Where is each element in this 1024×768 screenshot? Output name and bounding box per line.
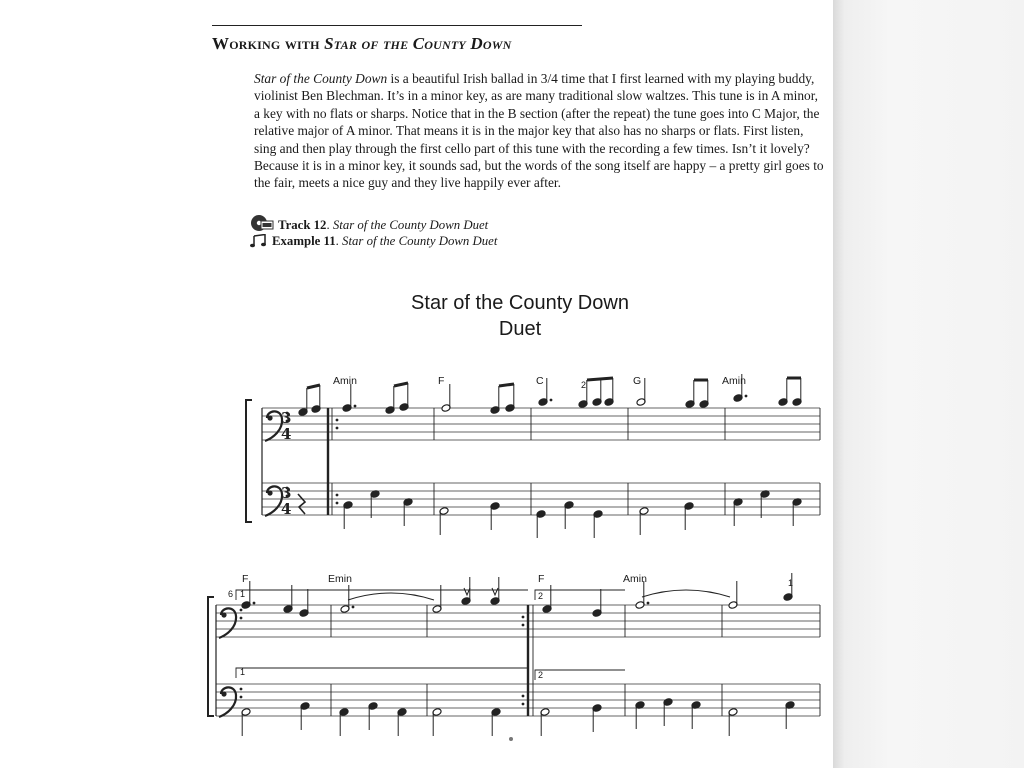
note-dot [354,405,357,408]
second-ending-bracket [535,670,625,680]
chord-symbol: C [536,375,544,387]
track-title: Star of the County Down Duet [332,218,489,232]
note-dot [336,502,339,505]
first-ending-label: 1 [240,667,246,677]
time-signature: 4 [281,500,292,518]
fingering-number: 2 [581,380,587,390]
bass-clef-icon [267,490,272,495]
chord-symbol: G [633,375,642,387]
score-title: Star of the County Down [411,292,629,314]
note-dot [522,616,525,619]
chord-symbol: F [438,375,445,387]
note-beam [307,385,320,388]
chord-symbol: F [538,573,545,585]
chord-symbol: Amin [623,573,647,585]
fingering-number: 1 [788,578,794,588]
bass-clef-icon [221,691,226,696]
bass-clef-icon [267,415,272,420]
page-speck [509,737,513,741]
chord-symbol: Amin [722,375,746,387]
note-dot [522,624,525,627]
track-reference[interactable]: Track 12. Star of the County Down Duet [250,214,488,236]
chord-symbol: Emin [328,573,352,585]
second-ending-label: 2 [538,591,544,601]
chord-symbol: F [242,573,249,585]
bass-clef-icon [240,696,243,699]
second-ending-bracket [535,590,625,600]
note-dot [336,427,339,430]
note-dot [745,395,748,398]
chord-symbol: Amin [333,375,357,387]
up-bow-icon [492,588,498,595]
second-ending-label: 2 [538,670,544,680]
example-title: Star of the County Down Duet [342,234,498,248]
note-dot [253,602,256,605]
bass-clef-icon [240,688,243,691]
track-label: Track 12 [278,218,327,232]
example-label: Example 11 [272,234,336,248]
first-ending-bracket [236,590,528,600]
heading-title: Star of the County Down [324,34,512,53]
up-bow-icon [464,588,470,595]
note-dot [352,606,355,609]
bass-clef-icon [240,617,243,620]
note-beam [394,383,408,386]
note-dot [336,419,339,422]
note-dot [522,695,525,698]
note-beam [499,384,514,386]
heading-prefix: Working with [212,34,325,53]
example-reference[interactable]: Example 11. Star of the County Down Duet [250,234,497,252]
time-signature: 3 [281,484,292,502]
note-dot [550,399,553,402]
first-ending-label: 1 [240,589,246,599]
tie [348,593,434,600]
tie [642,590,730,597]
score-subtitle: Duet [498,318,542,340]
paragraph-song-title: Star of the County Down [254,71,388,86]
bass-clef-icon [240,609,243,612]
time-signature: 3 [281,409,292,427]
note-dot [336,494,339,497]
note-dot [647,602,650,605]
note-dot [522,703,525,706]
paragraph-text: is a beautiful Irish ballad in 3/4 time that I first learned with my playing buddy, violinist Ben Blechman. It’s in a minor key, as are many traditional slow waltzes. This tune is in A minor, a key with no flats or sharps. Notice that in the B section (after the repeat) the tune goes into C Major, the relative major of A minor. That means it is in the major key that also has no sharps or flats. First listen, sing and then play through the first cello part of this tune with the recording a few times. Isn’t it lovely? Because it is in a minor key, it sounds sad, but the words of the song itself are happy – a pretty girl goes to the fair, meets a nice guy and they live happily ever after. [254,71,824,191]
system-bracket [208,597,214,716]
quarter-rest-icon [298,494,305,514]
time-signature: 4 [281,425,292,443]
note-beam [587,378,613,380]
first-ending-bracket [236,668,528,678]
measure-number: 6 [228,589,234,599]
bass-clef-icon [221,612,226,617]
system-bracket [246,400,252,522]
